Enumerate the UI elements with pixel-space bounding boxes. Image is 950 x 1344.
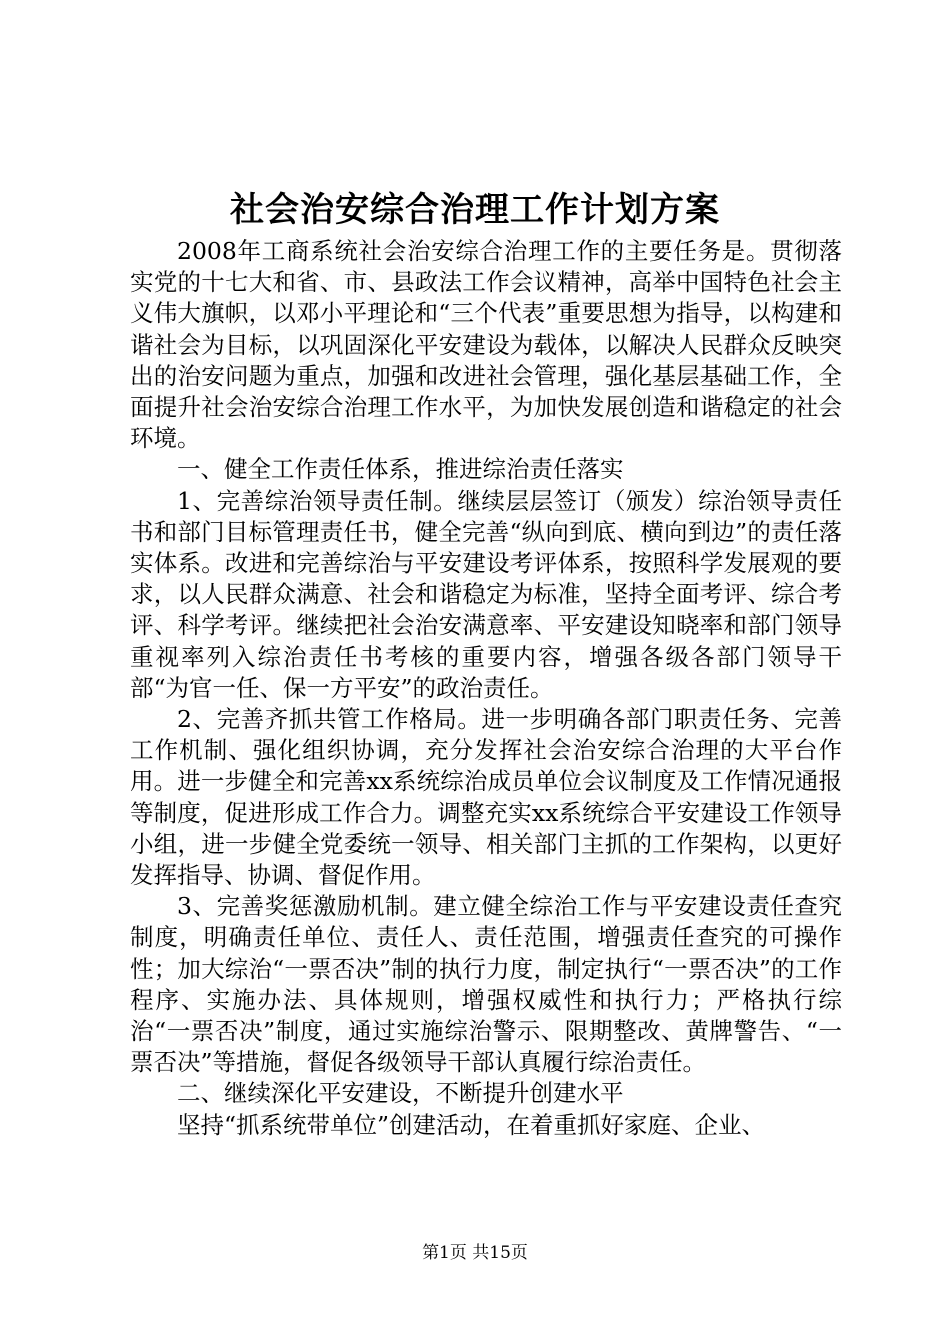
paragraph-item-1: 1、完善综治领导责任制。继续层层签订（颁发）综治领导责任书和部门目标管理责任书，健全完善“纵向到底、横向到边”的责任落实体系。改进和完善综治与平安建设考评体系，按照科学发展观的要求，以人民群众满意、社会和谐稳定为标准，坚持全面考评、综合考评、科学考评。继续把社会治安满意率、平安建设知晓率和部门领导重视率列入综治责任书考核的重要内容，增强各级各部门领导干部“为官一任、保一方平安”的政治责任。 [130,486,842,702]
section-heading-1: 一、健全工作责任体系，推进综治责任落实 [177,455,624,484]
paragraph-intro: 2008年工商系统社会治安综合治理工作的主要任务是。贯彻落实党的十七大和省、市、县政法工作会议精神，高举中国特色社会主义伟大旗帜，以邓小平理论和“三个代表”重要思想为指导，以构建和谐社会为目标，以巩固深化平安建设为载体，以解决人民群众反映突出的治安问题为重点，加强和改进社会管理，强化基层基础工作，全面提升社会治安综合治理工作水平，为加快发展创造和谐稳定的社会环境。 [130,237,842,453]
document-body [130,236,842,1141]
page-number-footer: 第1页 共15页 [422,1243,528,1263]
paragraph-item-2: 2、完善齐抓共管工作格局。进一步明确各部门职责任务、完善工作机制、强化组织协调，充分发挥社会治安综合治理的大平台作用。进一步健全和完善xx系统综治成员单位会议制度及工作情况通报等制度，促进形成工作合力。调整充实xx系统综合平安建设工作领导小组，进一步健全党委统一领导、相关部门主抓的工作架构，以更好发挥指导、协调、督促作用。 [130,705,842,890]
section-heading-2: 二、继续深化平安建设，不断提升创建水平 [177,1079,624,1108]
paragraph-item-3: 3、完善奖惩激励机制。建立健全综治工作与平安建设责任查究制度，明确责任单位、责任人、责任范围，增强责任查究的可操作性；加大综治“一票否决”制的执行力度，制定执行“一票否决”的工作程序、实施办法、具体规则，增强权威性和执行力；严格执行综治“一票否决”制度，通过实施综治警示、限期整改、黄牌警告、“一票否决”等措施，督促各级领导干部认真履行综治责任。 [130,892,842,1077]
paragraph-section-2: 坚持“抓系统带单位”创建活动，在着重抓好家庭、企业、 [177,1110,766,1139]
document-title: 社会治安综合治理工作计划方案 [230,190,720,230]
